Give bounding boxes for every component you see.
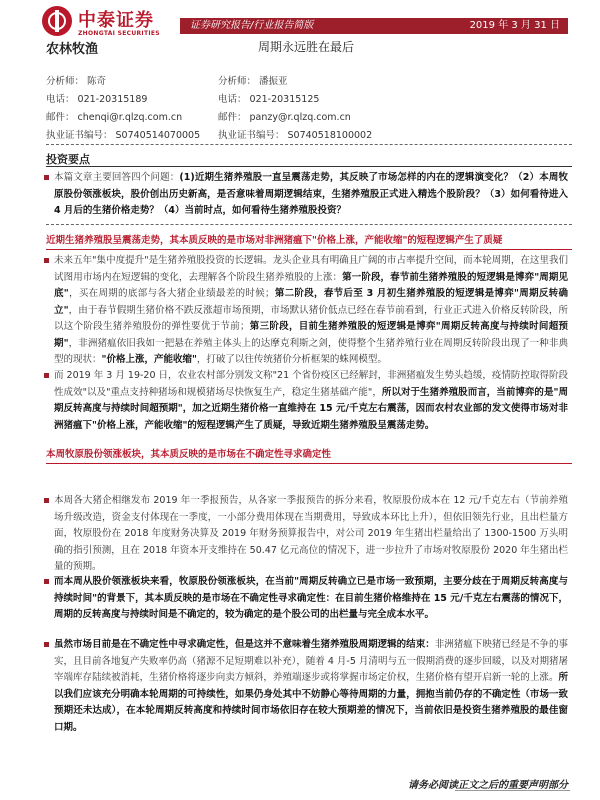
analyst-email[interactable]: 邮件： panzy@r.qlzq.com.cn <box>218 112 351 123</box>
intro-paragraph <box>54 170 568 220</box>
p3-text: 本周各大猪企相继发布 2019 年一季报预告，从各家一季报预告的拆分来看，牧原股份成本在 12 元/千克左右（节前养殖场升级改造，资金支付体现在一季度，一小部分费用体现在当期费用，导致成本环比上升），但依旧领先行业，且出栏量方面，牧原股份在 2018 年度财务决算及 2019 年财务预算报告中，对公司 2019 年生猪出栏量给出了 1300-1500 万头明确的指引预测，且在 2018 年资本开支维持在 50.47 亿元高位的情况下，进一步拉升了市场对牧原股份 2020 年生猪出栏量的预期。 <box>54 495 568 572</box>
analyst-name: 分析师： 潘振亚 <box>218 76 288 87</box>
p1-bold-3: "价格上涨，产能收缩" <box>101 354 197 365</box>
divider <box>46 224 572 225</box>
p1-text-4: ，打破了以往传统猪价分析框架的蛛网模型。 <box>196 354 387 365</box>
p1-text-1: ，买在周期的底部与各大猪企业绩最差的时候； <box>68 288 275 299</box>
subheading-1: 近期生猪养殖股呈震荡走势，其本质反映的是市场对非洲猪瘟下"价格上涨，产能收缩"的短程逻辑产生了质疑 <box>46 235 503 246</box>
footer-rule <box>455 790 570 791</box>
p1-bold-0: 第一阶段，春节前生猪养殖股的短逻辑是博弈"周期见底" <box>54 271 568 299</box>
bullet-marker <box>44 579 49 584</box>
analyst-block-1 <box>46 74 200 143</box>
intro-questions: (1)近期生猪养殖股一直呈震荡走势，其反映了市场怎样的内在的逻辑演变化？（2）本周牧原股份领涨板块，股价创出历史新高，是否意味着周期逻辑结束，生猪养殖股正式进入精选个股阶段？（3）如何看待进入 4 月后的生猪价格走势？（4）当前时点，如何看待生猪养殖股投资？ <box>54 172 568 216</box>
p1-bold-1: 第二阶段，春节后至 3 月初生猪养殖股的短逻辑是博弈"周期反转确立" <box>54 288 568 316</box>
report-title: 周期永远胜在最后 <box>258 40 355 54</box>
report-type: 证券研究报告/行业报告简版 <box>190 20 314 31</box>
section-title: 投资要点 <box>46 153 90 166</box>
paragraph-3 <box>54 493 568 576</box>
p1-text-2: ，由于春节假期生猪价格不跌反涨超市场预期，市场默认猪价低点已经在春节前看到，行业正式进入价格反转阶段，所以这个阶段生猪养殖股份的弹性要优于节前； <box>54 304 568 332</box>
bullet-marker <box>44 258 49 263</box>
p5-text-0: 非洲猪瘟下映猪已经是不争的事实，且目前各地复产失败率仍高（猪源不足短期难以补充），随着 4 月-5 月清明与五一假期消费的逐步回暖，以及对期猪屠宰端库存陆续被消耗，生猪价格将逐步向卖方倾斜，养殖端逐步或将掌握市场定价权，生猪价格有望开启新一轮的上涨。 <box>54 639 568 683</box>
bullet-marker <box>44 498 49 503</box>
paragraph-5 <box>54 637 568 736</box>
p2-text-0: 而 2019 年 3 月 19-20 日，农业农村部分别发文称"21 个省份疫区已经解封，非洲猪瘟发生势头趋缓，疫情防控取得阶段性成效"以及"重点支持种猪场和规模猪场尽快恢复生产，稳定生猪基础产能"， <box>54 370 568 398</box>
paragraph-4 <box>54 574 568 624</box>
analyst-email[interactable]: 邮件： chenqi@r.qlzq.com.cn <box>46 112 183 123</box>
bullet-marker <box>44 642 49 647</box>
p4-bold-1: 在目前生猪价格维持在 15 元/千克左右震荡的情况下，周期的反转高度与持续时间是不确定的，较为确定的是个股公司的出栏量与完全成本水平。 <box>54 592 568 620</box>
analyst-block-2 <box>218 74 372 143</box>
subheading-2: 本周牧原股份领涨板块，其本质反映的是市场在不确定性寻求确定性 <box>46 449 332 460</box>
divider <box>46 144 572 145</box>
company-logo <box>42 4 192 40</box>
paragraph-1 <box>54 253 568 369</box>
subheading-rule <box>46 463 572 464</box>
analyst-phone: 电话： 021-20315189 <box>46 94 148 105</box>
paragraph-2 <box>54 368 568 434</box>
bullet-marker <box>44 175 49 180</box>
analyst-phone: 电话： 021-20315125 <box>218 94 320 105</box>
report-header-band <box>180 18 568 34</box>
sector-label: 农林牧渔 <box>46 42 99 57</box>
analyst-cert: 执业证书编号： S0740514070005 <box>46 130 201 141</box>
report-date: 2019 年 3 月 31 日 <box>469 20 560 31</box>
p2-bold-0: 所以对于生猪养殖股而言，当前博弈的是"周期反转高度与持续时间超预期"，加之近期生猪价格一直维持在 15 元/千克左右震荡，因而农村农业部的发文使得市场对非洲猪瘟下"价格上涨，产能收缩"的短程逻辑产生了质疑，导致近期生猪养殖股呈震荡走势。 <box>54 386 568 431</box>
analyst-cert: 执业证书编号： S0740518100002 <box>218 130 373 141</box>
p5-bold-1: 所以我们应该充分明确本轮周期的可持续性，如果仍身处其中不妨静心等待周期的力量，拥抱当前仍存的不确定性（市场一致预期还未达成），在本轮周期反转高度和持续时间市场依旧存在较大预期差的情况下，当前依旧是投资生猪养殖股的最佳窗口期。 <box>54 672 568 733</box>
p1-text-0: 未来五年"集中度提升"是生猪养殖股投资的长逻辑。龙头企业具有明确且广阔的市占率提升空间，而本轮周期，在这里我们试图用市场内在短逻辑的变化，去理解各个阶段生猪养殖股的上涨： <box>54 255 568 283</box>
bullet-marker <box>44 373 49 378</box>
logo-english: ZHONGTAI SECURITIES <box>78 30 160 37</box>
analyst-name: 分析师： 陈奇 <box>46 76 107 87</box>
section-rule <box>46 166 572 167</box>
disclaimer-footer: 请务必阅读正文之后的重要声明部分 <box>408 780 568 791</box>
logo-emblem-icon <box>42 6 72 36</box>
p1-bold-2: 第三阶段，目前生猪养殖股的短逻辑是博弈"周期反转高度与持续时间超预期" <box>54 321 568 349</box>
p1-text-3: ，非洲猪瘟依旧我如一把悬在养殖主体头上的达摩克利斯之剑，使得整个生猪养殖行业在周期反转阶段出现了一种非典型的现状： <box>54 337 568 365</box>
subheading-rule <box>46 249 572 250</box>
logo-name: 中泰证券 <box>78 10 154 31</box>
intro-lead: 本篇文章主要回答四个问题： <box>54 172 180 183</box>
p4-bold-0: 而本周从股价领涨板块来看，牧原股份领涨板块，在当前"周期反转确立已是市场一致预期，主要分歧在于周期反转高度与持续时间"的背景下，其本质反映的是市场在不确定性寻求确定性： <box>54 576 568 604</box>
p5-bold-0: 虽然市场目前是在不确定性中寻求确定性，但是这并不意味着生猪养殖股周期逻辑的结束： <box>54 639 435 650</box>
